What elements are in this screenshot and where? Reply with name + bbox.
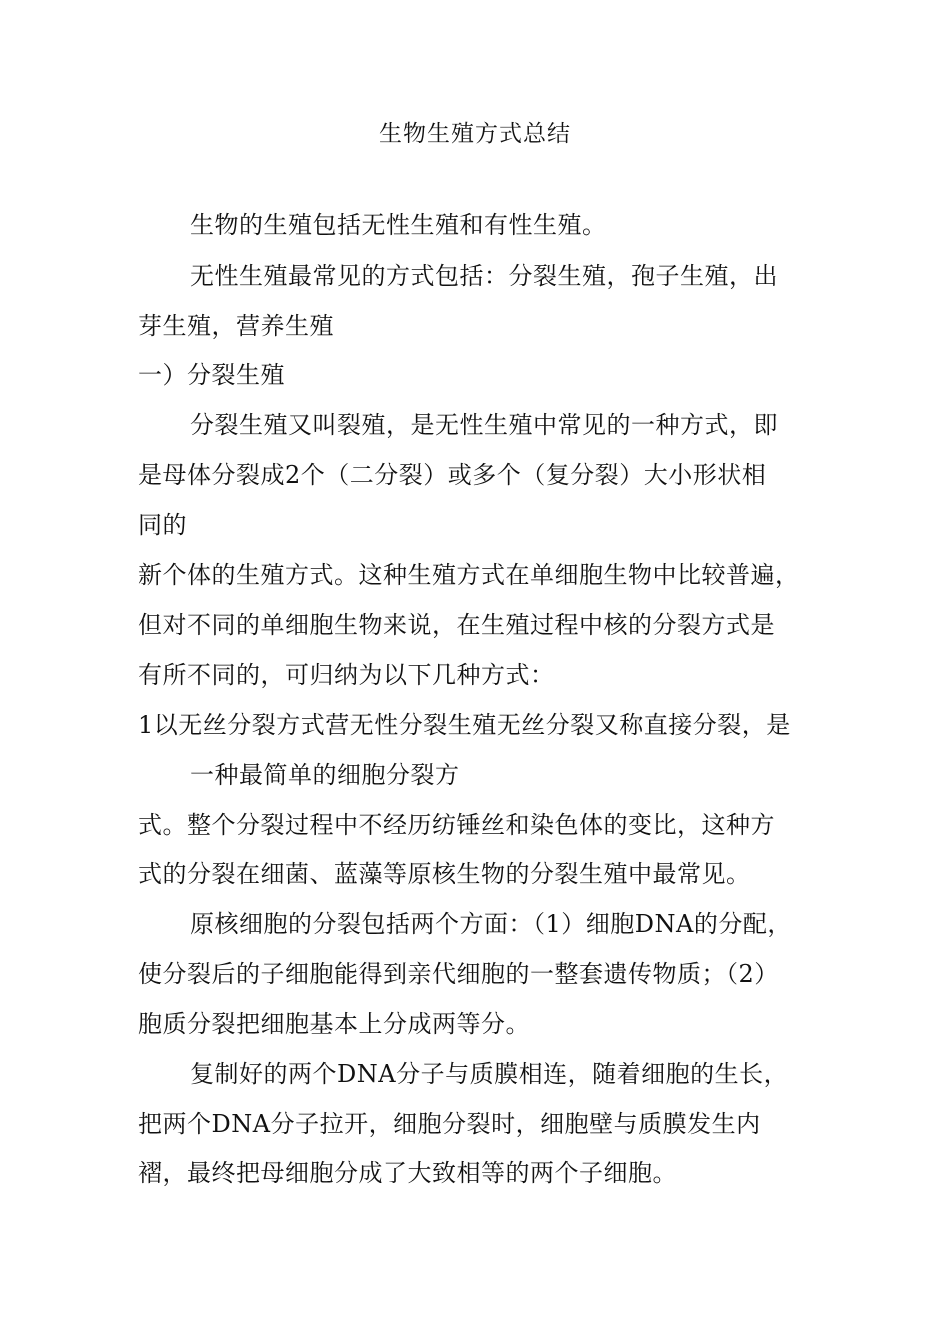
paragraph-line: 有所不同的，可归纳为以下几种方式： [138,661,555,689]
section-heading: 一）分裂生殖 [138,361,285,389]
paragraph-line: 把两个DNA分子拉开，细胞分裂时，细胞壁与质膜发生内 [138,1110,761,1138]
paragraph-line: 褶，最终把母细胞分成了大致相等的两个子细胞。 [138,1159,677,1187]
paragraph-line: 分裂生殖又叫裂殖，是无性生殖中常见的一种方式，即 [190,411,778,439]
paragraph-line: 胞质分裂把细胞基本上分成两等分。 [138,1010,530,1038]
paragraph-line: 复制好的两个DNA分子与质膜相连，随着细胞的生长， [190,1060,789,1088]
paragraph-line: 式的分裂在细菌、蓝藻等原核生物的分裂生殖中最常见。 [138,860,751,888]
paragraph-line: 但对不同的单细胞生物来说，在生殖过程中核的分裂方式是 [138,611,775,639]
paragraph-line: 生物的生殖包括无性生殖和有性生殖。 [190,211,607,239]
paragraph-line: 一种最简单的细胞分裂方 [190,761,460,789]
paragraph-line: 使分裂后的子细胞能得到亲代细胞的一整套遗传物质；（2） [138,960,779,988]
paragraph-line: 同的 [138,511,187,539]
paragraph-line: 是母体分裂成2个（二分裂）或多个（复分裂）大小形状相 [138,461,767,489]
paragraph-line: 式。整个分裂过程中不经历纺锤丝和染色体的变比，这种方 [138,811,775,839]
document-title: 生物生殖方式总结 [379,121,571,147]
paragraph-line: 无性生殖最常见的方式包括：分裂生殖，孢子生殖，出 [190,262,778,290]
paragraph-line: 1以无丝分裂方式营无性分裂生殖无丝分裂又称直接分裂，是 [138,711,791,739]
paragraph-line: 原核细胞的分裂包括两个方面：（1）细胞DNA的分配， [190,910,792,938]
paragraph-line: 新个体的生殖方式。这种生殖方式在单细胞生物中比较普遍， [138,561,800,589]
paragraph-line: 芽生殖，营养生殖 [138,312,334,340]
